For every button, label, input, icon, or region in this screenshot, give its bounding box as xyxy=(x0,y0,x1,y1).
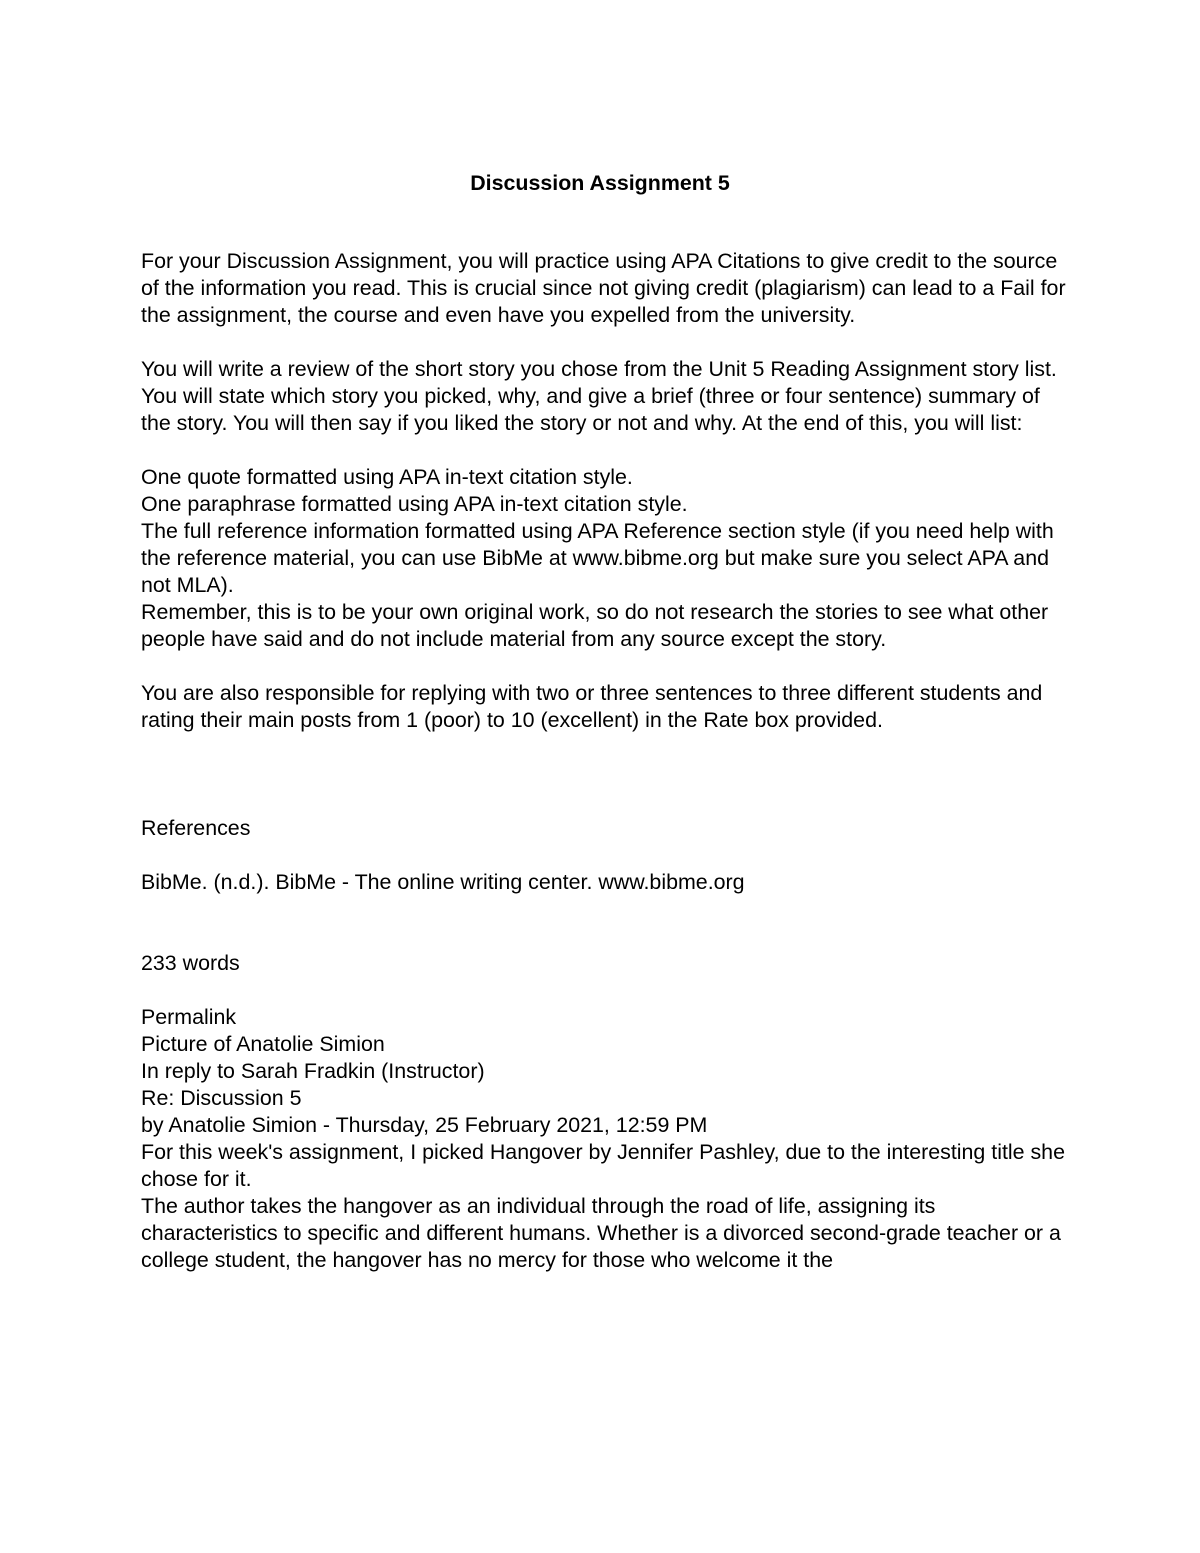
post-subject: Re: Discussion 5 xyxy=(141,1086,302,1110)
post-paragraph-2: The author takes the hangover as an individual through the road of life, assigning its characteristics to specific and different humans. Whether is a divorced second-grade teacher or a college student, the hangover has no mercy for those who welcome it the xyxy=(141,1194,1061,1272)
in-reply-to: In reply to Sarah Fradkin (Instructor) xyxy=(141,1059,485,1083)
instructions-paragraph: You will write a review of the short story you chose from the Unit 5 Reading Assignment story list. You will state which story you picked, why, and give a brief (three or four sentence) summary of the story. You will then say if you liked the story or not and why. At the end of this, you will list: xyxy=(141,357,1057,435)
document-title: Discussion Assignment 5 xyxy=(470,171,730,195)
word-count: 233 words xyxy=(141,951,240,975)
reply-paragraph: You are also responsible for replying with two or three sentences to three different students and rating their main posts from 1 (poor) to 10 (excellent) in the Rate box provided. xyxy=(141,681,1043,732)
references-heading: References xyxy=(141,816,251,840)
reference-entry: BibMe. (n.d.). BibMe - The online writing center. www.bibme.org xyxy=(141,870,745,894)
permalink: Permalink xyxy=(141,1005,237,1029)
author-picture-caption: Picture of Anatolie Simion xyxy=(141,1032,385,1056)
post-byline: by Anatolie Simion - Thursday, 25 February 2021, 12:59 PM xyxy=(141,1113,708,1137)
list-item-quote: One quote formatted using APA in-text citation style. xyxy=(141,465,633,489)
document-content xyxy=(141,168,1066,1274)
post-paragraph-1: For this week's assignment, I picked Hangover by Jennifer Pashley, due to the interesting title she chose for it. xyxy=(141,1140,1065,1191)
list-item-reference: The full reference information formatted using APA Reference section style (if you need help with the reference material, you can use BibMe at www.bibme.org but make sure you select APA and not MLA). xyxy=(141,519,1054,597)
intro-paragraph: For your Discussion Assignment, you will practice using APA Citations to give credit to the source of the information you read. This is crucial since not giving credit (plagiarism) can lead to a Fail for the assignment, the course and even have you expelled from the university. xyxy=(141,249,1066,327)
list-item-paraphrase: One paraphrase formatted using APA in-text citation style. xyxy=(141,492,688,516)
list-item-originality: Remember, this is to be your own original work, so do not research the stories to see what other people have said and do not include material from any source except the story. xyxy=(141,600,1049,651)
